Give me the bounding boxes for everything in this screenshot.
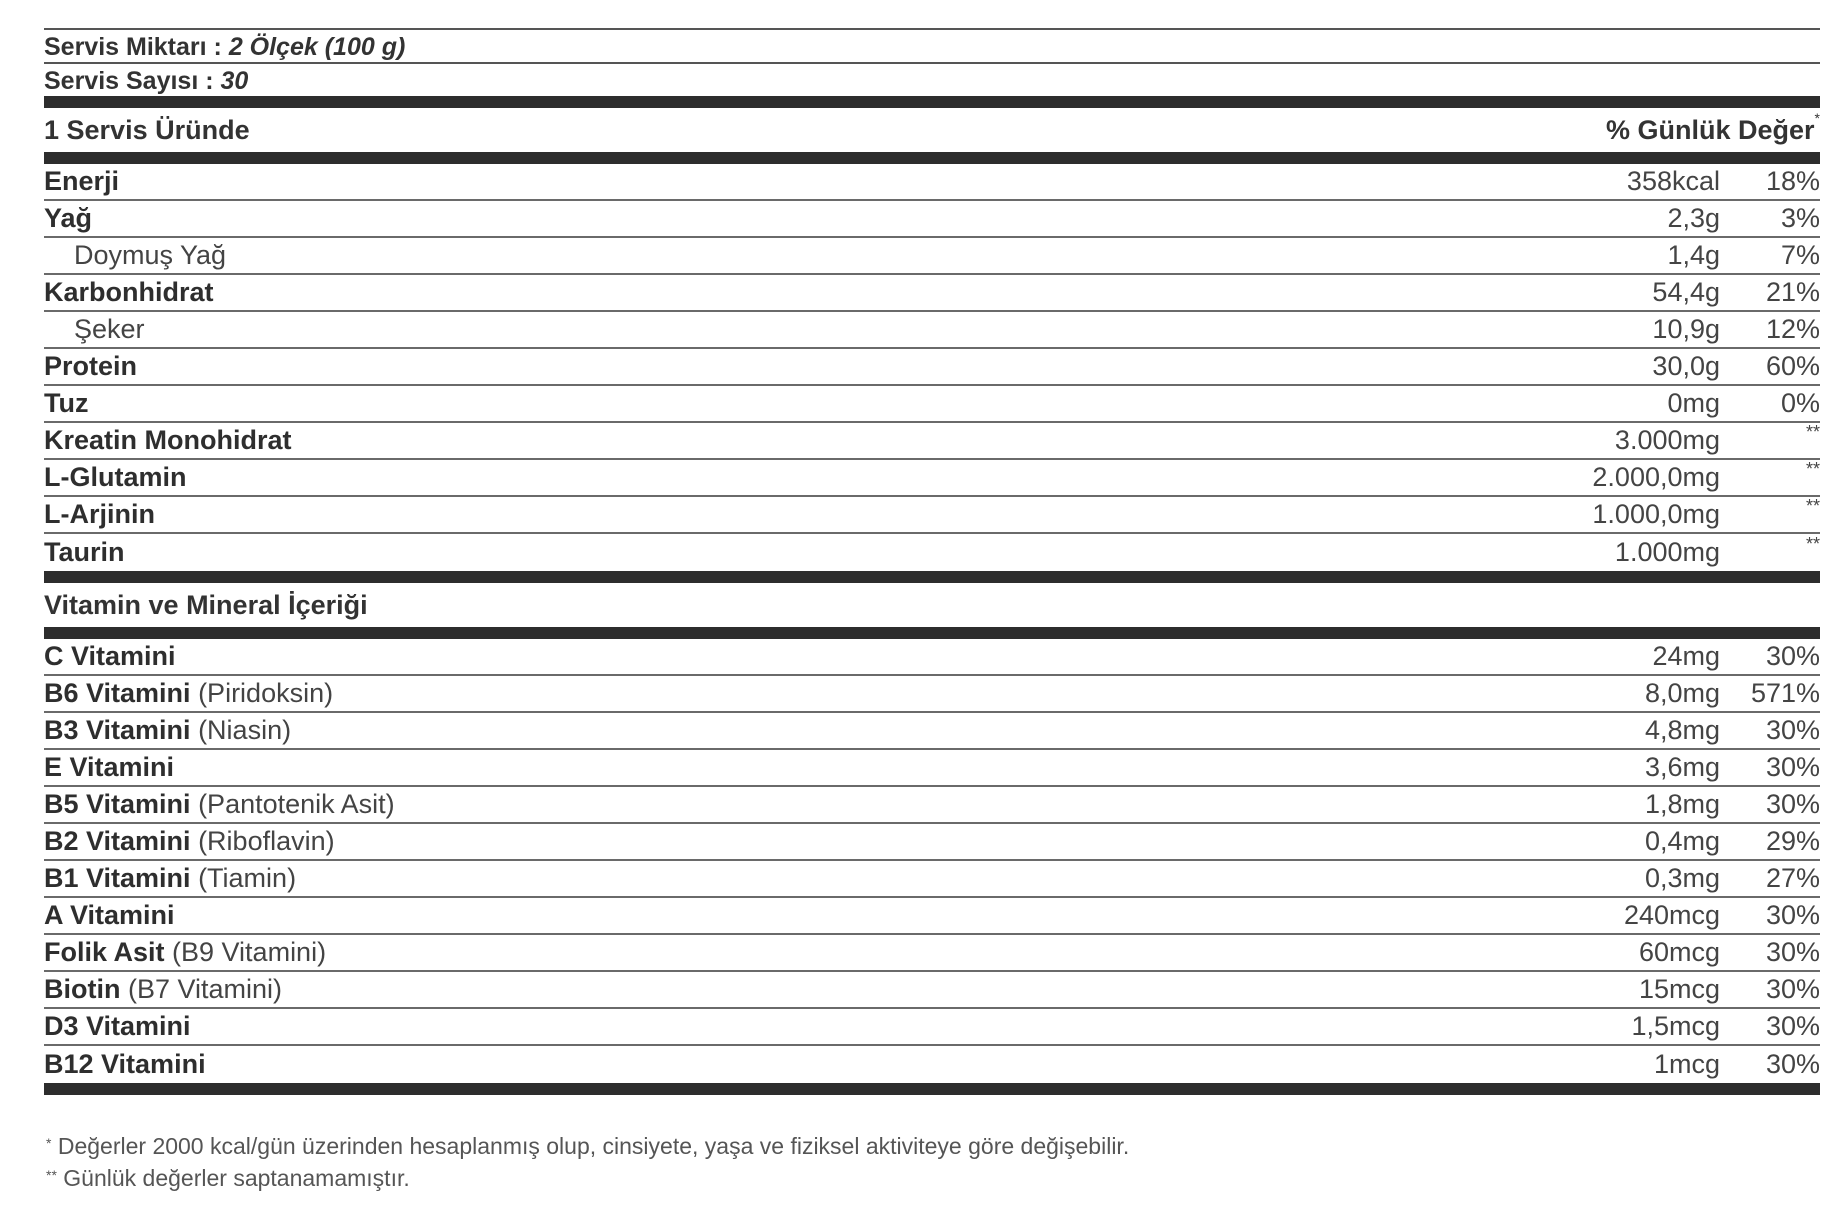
nutrient-name: Taurin	[44, 537, 125, 567]
bottom-divider	[44, 1083, 1820, 1095]
serving-size-value: 2 Ölçek (100 g)	[228, 33, 406, 61]
vitamin-row	[44, 898, 1820, 935]
nutrient-name: L-Arjinin	[44, 499, 155, 529]
footnote-mark: **	[46, 1167, 57, 1183]
vitamin-name: B5 Vitamini	[44, 789, 191, 819]
serving-count-row	[44, 64, 1820, 96]
vitamin-name: B6 Vitamini	[44, 678, 191, 708]
vitamin-daily-value: 29%	[1765, 826, 1820, 856]
nutrient-name-cell	[44, 166, 1520, 197]
vitamin-detail: (Niasin)	[190, 715, 292, 745]
vitamin-daily-value: 30%	[1765, 752, 1820, 782]
nutrient-row	[44, 349, 1820, 386]
nutrient-amount: 30,0g	[1652, 351, 1720, 381]
nutrient-row	[44, 312, 1820, 349]
vitamin-daily-value: 30%	[1765, 937, 1820, 967]
nutrient-name-cell	[44, 277, 1520, 308]
nutrient-name: Karbonhidrat	[44, 277, 214, 307]
vitamin-daily-value: 30%	[1765, 641, 1820, 671]
nutrient-name-cell	[44, 203, 1520, 234]
vitamin-daily-value: 30%	[1765, 1011, 1820, 1041]
nutrient-daily-value: **	[1805, 534, 1820, 554]
vitamin-daily-value: 30%	[1765, 974, 1820, 1004]
vitamin-row	[44, 861, 1820, 898]
serving-size-row	[44, 30, 1820, 64]
nutrient-daily-value: 0%	[1780, 388, 1820, 418]
nutrient-amount: 1,4g	[1667, 240, 1720, 270]
vitamin-detail: (Piridoksin)	[190, 678, 334, 708]
vitamin-row	[44, 787, 1820, 824]
vitamin-amount: 1mcg	[1653, 1049, 1720, 1079]
nutrient-amount: 2,3g	[1667, 203, 1720, 233]
vitamin-amount: 24mg	[1652, 641, 1720, 671]
vitamin-row	[44, 639, 1820, 676]
nutrient-name-cell	[44, 388, 1520, 419]
nutrient-name: Protein	[44, 351, 138, 381]
nutrient-amount: 2.000,0mg	[1592, 462, 1720, 492]
nutrient-row	[44, 386, 1820, 423]
vitamin-name: E Vitamini	[44, 752, 175, 782]
nutrient-row	[44, 164, 1820, 201]
vitamin-name: Biotin	[44, 974, 121, 1004]
nutrient-daily-value: 60%	[1765, 351, 1820, 381]
vitamin-name: C Vitamini	[44, 641, 176, 671]
vitamin-daily-value: 571%	[1750, 678, 1820, 708]
vitamin-detail: (B7 Vitamini)	[120, 974, 283, 1004]
vitamin-row	[44, 750, 1820, 787]
serving-size-label: Servis Miktarı :	[44, 33, 229, 61]
vitamin-row	[44, 972, 1820, 1009]
nutrient-name: Yağ	[44, 203, 93, 233]
nutrient-daily-value: **	[1805, 422, 1820, 442]
nutrient-row	[44, 423, 1820, 460]
vitamin-amount: 1,5mcg	[1631, 1011, 1720, 1041]
vitamin-name-cell	[44, 641, 1520, 672]
vitamin-amount: 8,0mg	[1644, 678, 1720, 708]
footnote-text: Günlük değerler saptanamamıştır.	[56, 1165, 410, 1191]
nutrient-amount: 54,4g	[1652, 277, 1720, 307]
daily-value-label: % Günlük Değer	[1606, 114, 1815, 145]
per-serving-heading: 1 Servis Üründe	[44, 114, 250, 145]
vitamin-name: B3 Vitamini	[44, 715, 191, 745]
nutrient-amount: 1.000,0mg	[1592, 499, 1720, 529]
vitamin-daily-value: 27%	[1765, 863, 1820, 893]
section-divider	[44, 152, 1820, 164]
nutrient-row	[44, 201, 1820, 238]
vitamin-amount: 60mcg	[1638, 937, 1720, 967]
vitamin-list	[44, 639, 1820, 1083]
serving-count-label: Servis Sayısı :	[44, 67, 221, 95]
nutrient-daily-value: 18%	[1765, 166, 1820, 196]
nutrient-daily-value: **	[1805, 459, 1820, 479]
vitamin-daily-value: 30%	[1765, 900, 1820, 930]
vitamin-name: A Vitamini	[44, 900, 175, 930]
vitamin-daily-value: 30%	[1765, 789, 1820, 819]
nutrient-name: L-Glutamin	[44, 462, 187, 492]
vitamin-name-cell	[44, 974, 1520, 1005]
serving-count-value: 30	[220, 67, 249, 95]
nutrient-daily-value: 3%	[1780, 203, 1820, 233]
vitamin-daily-value: 30%	[1765, 1049, 1820, 1079]
daily-value-heading	[1606, 109, 1820, 146]
nutrient-row	[44, 238, 1820, 275]
vitamin-name-cell	[44, 900, 1520, 931]
footnote-line	[46, 1132, 1129, 1164]
vitamin-detail: (Riboflavin)	[190, 826, 335, 856]
section-divider	[44, 96, 1820, 108]
nutrient-row	[44, 275, 1820, 312]
vitamin-detail: (Tiamin)	[190, 863, 297, 893]
vitamin-amount: 240mcg	[1623, 900, 1720, 930]
vitamin-name-cell	[44, 1011, 1520, 1042]
vitamin-amount: 15mcg	[1638, 974, 1720, 1004]
vitamin-row	[44, 1046, 1820, 1083]
daily-value-footnote-mark: *	[1814, 109, 1820, 126]
vitamin-row	[44, 713, 1820, 750]
nutrient-amount: 1.000mg	[1614, 537, 1720, 567]
nutrient-name: Kreatin Monohidrat	[44, 425, 292, 455]
nutrient-name: Tuz	[44, 388, 89, 418]
nutrient-amount: 358kcal	[1626, 166, 1720, 196]
nutrient-name-cell	[44, 537, 1520, 568]
vitamin-name-cell	[44, 1049, 1520, 1080]
nutrient-name: Şeker	[74, 314, 145, 344]
nutrient-daily-value: 21%	[1765, 277, 1820, 307]
nutrition-facts-panel	[44, 28, 1820, 1095]
nutrient-name-cell	[44, 314, 1520, 345]
vitamin-row	[44, 1009, 1820, 1046]
vitamin-name: D3 Vitamini	[44, 1011, 191, 1041]
footnote-line	[46, 1164, 1129, 1196]
nutrient-daily-value: **	[1805, 496, 1820, 516]
vitamin-daily-value: 30%	[1765, 715, 1820, 745]
vitamin-name-cell	[44, 715, 1520, 746]
vitamin-row	[44, 824, 1820, 861]
vitamin-amount: 3,6mg	[1644, 752, 1720, 782]
vitamin-amount: 0,4mg	[1644, 826, 1720, 856]
vitamin-detail: (Pantotenik Asit)	[190, 789, 395, 819]
nutrient-list	[44, 164, 1820, 571]
nutrient-name-cell	[44, 240, 1520, 271]
vitamin-detail: (B9 Vitamini)	[164, 937, 327, 967]
nutrient-name-cell	[44, 462, 1520, 493]
vitamin-name-cell	[44, 789, 1520, 820]
vitamin-name-cell	[44, 826, 1520, 857]
nutrient-name: Doymuş Yağ	[74, 240, 227, 270]
vitamin-name-cell	[44, 752, 1520, 783]
vitamin-name: Folik Asit	[44, 937, 165, 967]
vitamin-name-cell	[44, 937, 1520, 968]
footnotes	[46, 1132, 1129, 1196]
vitamin-name: B12 Vitamini	[44, 1049, 206, 1079]
nutrient-name: Enerji	[44, 166, 120, 196]
nutrient-row	[44, 497, 1820, 534]
vitamin-name-cell	[44, 863, 1520, 894]
vitamin-amount: 1,8mg	[1644, 789, 1720, 819]
vitamin-row	[44, 676, 1820, 713]
vitamin-amount: 0,3mg	[1644, 863, 1720, 893]
section-divider	[44, 627, 1820, 639]
nutrient-amount: 10,9g	[1652, 314, 1720, 344]
nutrient-amount: 0mg	[1667, 388, 1720, 418]
table-header	[44, 108, 1820, 152]
vitamin-amount: 4,8mg	[1644, 715, 1720, 745]
vitamin-section-header	[44, 583, 1820, 627]
nutrient-name-cell	[44, 351, 1520, 382]
nutrient-row	[44, 534, 1820, 571]
nutrient-name-cell	[44, 499, 1520, 530]
nutrient-name-cell	[44, 425, 1520, 456]
vitamin-name: B2 Vitamini	[44, 826, 191, 856]
nutrient-row	[44, 460, 1820, 497]
vitamin-row	[44, 935, 1820, 972]
vitamin-section-title: Vitamin ve Mineral İçeriği	[44, 589, 368, 620]
vitamin-name: B1 Vitamini	[44, 863, 191, 893]
nutrient-daily-value: 12%	[1765, 314, 1820, 344]
nutrient-daily-value: 7%	[1780, 240, 1820, 270]
nutrient-amount: 3.000mg	[1614, 425, 1720, 455]
footnote-mark: *	[46, 1135, 52, 1151]
vitamin-name-cell	[44, 678, 1520, 709]
section-divider	[44, 571, 1820, 583]
footnote-text: Değerler 2000 kcal/gün üzerinden hesaplanmış olup, cinsiyete, yaşa ve fiziksel aktiviteye göre değişebilir.	[51, 1133, 1130, 1159]
